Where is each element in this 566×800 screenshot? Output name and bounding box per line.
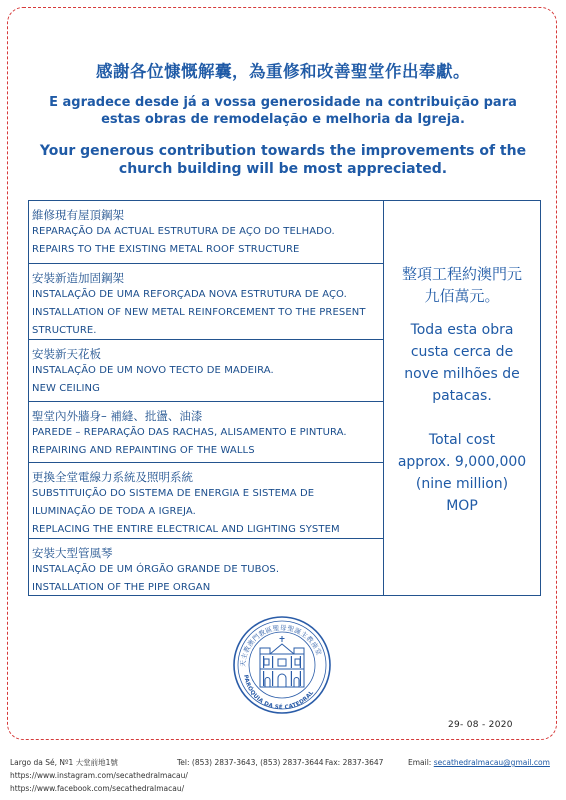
work-item-zh: 聖堂內外牆身– 補縫、批盪、油漆 xyxy=(32,409,203,423)
work-item-zh: 更換全堂電線力系統及照明系統 xyxy=(32,470,193,484)
work-item-electrical xyxy=(29,463,383,539)
portuguese-intro-line-1: E agradece desde já a vossa generosidade na contribuição para xyxy=(49,95,517,110)
work-item-zh: 安裝新造加固鋼架 xyxy=(32,271,124,285)
work-item-pt: SUBSTITUIÇÃO DO SISTEMA DE ENERGIA E SISTEMA DE ILUMINAÇÃO DE TODA A IGREJA. xyxy=(32,488,315,517)
work-item-ceiling xyxy=(29,340,383,402)
works-table xyxy=(28,200,541,596)
english-intro xyxy=(20,142,546,178)
footer-facebook-link[interactable]: https://www.facebook.com/secathedralmacau/ xyxy=(10,784,185,793)
work-item-en: INSTALLATION OF THE PIPE ORGAN xyxy=(32,582,211,593)
english-intro-line-1: Your generous contribution towards the improvements of the xyxy=(39,143,527,159)
contact-footer xyxy=(10,756,560,795)
footer-email-link[interactable]: secathedralmacau@gmail.com xyxy=(433,758,550,767)
total-cost-en-line-1: Total cost xyxy=(428,432,496,448)
work-item-walls xyxy=(29,402,383,463)
work-item-roof-repair xyxy=(29,201,383,264)
footer-telephone: Tel: (853) 2837-3643, (853) 2837-3644 xyxy=(177,758,324,767)
work-item-metal-reinforcement xyxy=(29,264,383,340)
total-cost-pt-line-1: Toda esta obra xyxy=(410,322,514,338)
total-cost-pt-line-2: custa cerca de xyxy=(410,344,514,360)
footer-email xyxy=(408,756,550,769)
total-cost-zh xyxy=(384,263,540,307)
work-item-en: REPLACING THE ENTIRE ELECTRICAL AND LIGHTING SYSTEM xyxy=(32,524,340,535)
svg-text:PARÓQUIA DA SÉ CATEDRAL: PARÓQUIA DA SÉ CATEDRAL xyxy=(242,674,316,712)
total-cost-pt xyxy=(384,319,540,407)
total-cost-en-line-4: MOP xyxy=(446,498,478,514)
work-item-zh: 安裝新天花板 xyxy=(32,347,101,361)
footer-address: Largo da Sé, Nº1 大堂前地1號 xyxy=(10,758,118,767)
work-item-en: INSTALLATION OF NEW METAL REINFORCEMENT TO THE PRESENT STRUCTURE. xyxy=(32,307,366,336)
cathedral-seal-logo xyxy=(232,615,332,715)
portuguese-intro-line-2: estas obras de remodelação e melhoria da Igreja. xyxy=(101,112,465,127)
total-cost-zh-line-2: 九佰萬元。 xyxy=(424,287,500,305)
work-item-en: REPAIRING AND REPAINTING OF THE WALLS xyxy=(32,445,255,456)
svg-text:天主教澳門教區聖母聖誕主教座堂: 天主教澳門教區聖母聖誕主教座堂 xyxy=(238,623,324,668)
work-item-en: REPAIRS TO THE EXISTING METAL ROOF STRUCTURE xyxy=(32,244,300,255)
work-item-zh: 安裝大型管風琴 xyxy=(32,546,113,560)
total-cost-zh-line-1: 整項工程約澳門元 xyxy=(401,265,522,283)
total-cost-en-line-3: (nine million) xyxy=(415,476,509,492)
english-intro-line-2: church building will be most appreciated. xyxy=(118,161,448,177)
work-item-pt: REPARAÇÃO DA ACTUAL ESTRUTURA DE AÇO DO TELHADO. xyxy=(32,226,335,237)
total-cost-pt-line-3: nove milhões de xyxy=(404,366,520,382)
work-item-pipe-organ xyxy=(29,539,383,601)
footer-contact-row xyxy=(10,756,560,769)
works-list xyxy=(29,201,384,595)
work-item-pt: INSTALAÇÃO DE UM ÓRGÃO GRANDE DE TUBOS. xyxy=(32,564,280,575)
work-item-pt: INSTALAÇÃO DE UMA REFORÇADA NOVA ESTRUTURA DE AÇO. xyxy=(32,289,347,300)
footer-fax: Fax: 2837-3647 xyxy=(325,758,384,767)
work-item-en: NEW CEILING xyxy=(32,383,100,394)
total-cost-pt-line-4: patacas. xyxy=(432,388,492,404)
portuguese-intro xyxy=(20,94,546,128)
document-date: 29- 08 - 2020 xyxy=(448,720,513,730)
footer-email-label: Email: xyxy=(408,758,432,767)
footer-instagram-link[interactable]: https://www.instagram.com/secathedralmacau/ xyxy=(10,771,188,780)
work-item-zh: 維修現有屋頂鋼架 xyxy=(32,208,124,222)
chinese-heading: 感謝各位慷慨解囊，為重修和改善聖堂作出奉獻。 xyxy=(96,62,470,81)
total-cost-panel xyxy=(384,201,540,595)
work-item-pt: PAREDE – REPARAÇÃO DAS RACHAS, ALISAMENTO E PINTURA. xyxy=(32,427,347,438)
total-cost-en xyxy=(384,429,540,517)
total-cost-en-line-2: approx. 9,000,000 xyxy=(397,454,527,470)
work-item-pt: INSTALAÇÃO DE UM NOVO TECTO DE MADEIRA. xyxy=(32,365,274,376)
